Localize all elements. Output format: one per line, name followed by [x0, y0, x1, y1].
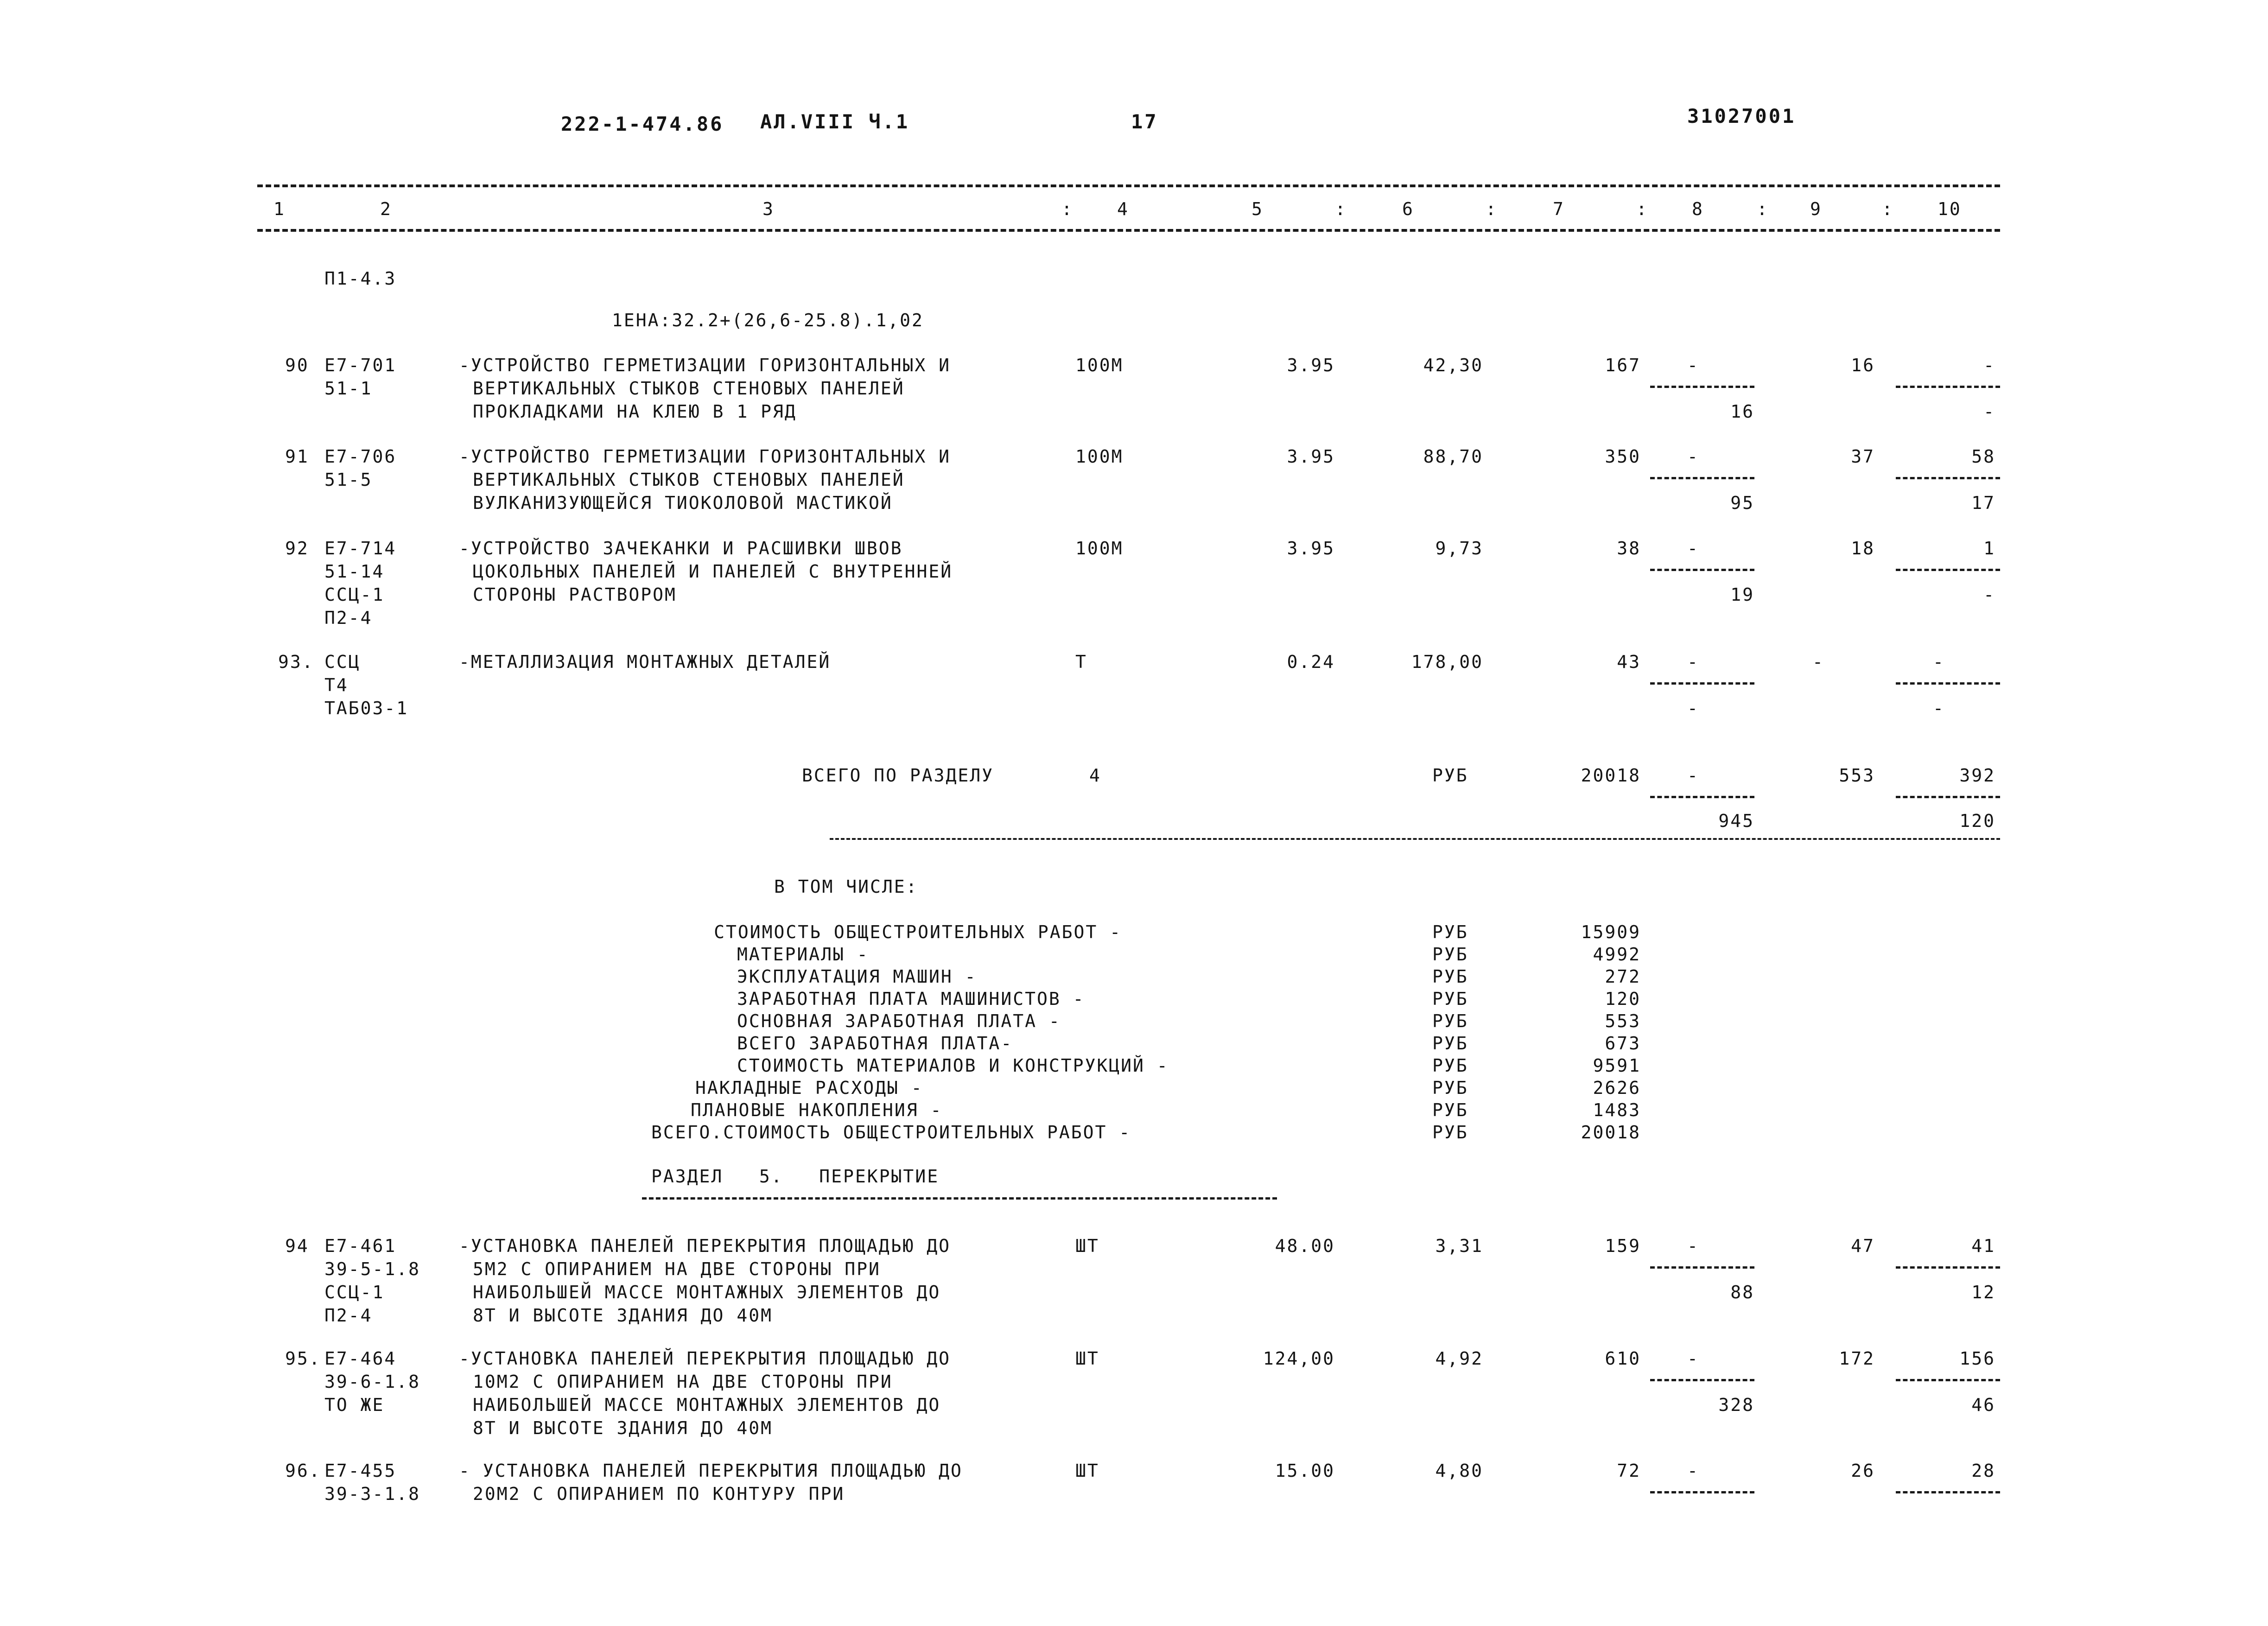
- header-bottom-rule: [257, 229, 2000, 232]
- col-separators: :: [1061, 199, 1074, 219]
- col-5: 5: [1252, 199, 1264, 219]
- item-col10-bottom: -: [1933, 698, 1945, 718]
- item-col8-underline: [1650, 682, 1754, 685]
- col-6: 6: [1402, 199, 1414, 219]
- section-total-col8-bottom: 945: [1718, 811, 1754, 831]
- item-description: - УСТАНОВКА ПАНЕЛЕЙ ПЕРЕКРЫТИЯ ПЛОЩАДЬЮ ДО: [459, 1461, 963, 1481]
- price-formula: 1ЕНА:32.2+(26,6-25.8).1,02: [612, 310, 924, 330]
- section-total-col10-bottom: 120: [1959, 811, 1995, 831]
- item-total: 38: [1617, 538, 1641, 559]
- item-quantity: 3.95: [1287, 355, 1335, 375]
- item-col10-underline: [1896, 1491, 2000, 1493]
- section-total-number: 4: [1089, 765, 1101, 786]
- item-col9: 37: [1851, 446, 1875, 467]
- item-col9: 18: [1851, 538, 1875, 559]
- breakdown-unit: РУБ: [1432, 1078, 1468, 1098]
- item-col10-top: 1: [1983, 538, 1995, 559]
- item-code: Е7-464: [324, 1348, 397, 1369]
- item-number: 91: [285, 446, 309, 467]
- item-description: -МЕТАЛЛИЗАЦИЯ МОНТАЖНЫХ ДЕТАЛЕЙ: [459, 652, 831, 672]
- item-col8-bottom: -: [1687, 698, 1699, 718]
- section-total-col10-top: 392: [1959, 765, 1995, 786]
- item-col10-bottom: -: [1983, 584, 1995, 605]
- item-description: 10М2 С ОПИРАНИЕМ НА ДВЕ СТОРОНЫ ПРИ: [473, 1372, 893, 1392]
- item-description: ВЕРТИКАЛЬНЫХ СТЫКОВ СТЕНОВЫХ ПАНЕЛЕЙ: [473, 470, 905, 490]
- section-total-rule: [830, 838, 2000, 840]
- item-unit: Т: [1075, 652, 1087, 672]
- breakdown-value: 1483: [1593, 1100, 1641, 1120]
- item-code: Е7-455: [324, 1461, 397, 1481]
- item-col8-underline: [1650, 1491, 1754, 1493]
- breakdown-unit: РУБ: [1432, 1122, 1468, 1143]
- item-total: 350: [1605, 446, 1641, 467]
- col-separators: :: [1882, 199, 1894, 219]
- breakdown-value: 20018: [1581, 1122, 1641, 1143]
- item-col9: 16: [1851, 355, 1875, 375]
- breakdown-label: ПЛАНОВЫЕ НАКОПЛЕНИЯ -: [691, 1100, 943, 1120]
- item-code: ССЦ-1: [324, 584, 385, 605]
- item-col8-underline: [1650, 1266, 1754, 1269]
- col-4: 4: [1117, 199, 1129, 219]
- item-code: Е7-714: [324, 538, 397, 559]
- item-code: 39-3-1.8: [324, 1484, 421, 1504]
- section-ref: П1-4.3: [324, 268, 397, 289]
- item-description: 20М2 С ОПИРАНИЕМ ПО КОНТУРУ ПРИ: [473, 1484, 845, 1504]
- item-code: Е7-461: [324, 1236, 397, 1256]
- section-total-col8-top: -: [1687, 765, 1699, 786]
- item-col9: 26: [1851, 1461, 1875, 1481]
- col-8: 8: [1692, 199, 1704, 219]
- item-unit-price: 3,31: [1435, 1236, 1483, 1256]
- item-col9: 47: [1851, 1236, 1875, 1256]
- col-10: 10: [1938, 199, 1962, 219]
- item-col8-top: -: [1687, 538, 1699, 559]
- item-unit: ШТ: [1075, 1461, 1099, 1481]
- item-col10-top: 28: [1971, 1461, 1995, 1481]
- breakdown-label: ЭКСПЛУАТАЦИЯ МАШИН -: [737, 966, 977, 987]
- item-code: 39-5-1.8: [324, 1259, 421, 1279]
- doc-code: 31027001: [1687, 105, 1796, 127]
- item-code: 51-5: [324, 470, 373, 490]
- col-1: 1: [273, 199, 286, 219]
- section-total-label: ВСЕГО ПО РАЗДЕЛУ: [802, 765, 994, 786]
- item-quantity: 15.00: [1275, 1461, 1335, 1481]
- item-quantity: 0.24: [1287, 652, 1335, 672]
- item-col8-top: -: [1687, 1236, 1699, 1256]
- item-col8-bottom: 16: [1730, 401, 1754, 422]
- item-code: 51-1: [324, 378, 373, 399]
- item-description: -УСТРОЙСТВО ГЕРМЕТИЗАЦИИ ГОРИЗОНТАЛЬНЫХ И: [459, 446, 951, 467]
- item-total: 43: [1617, 652, 1641, 672]
- item-unit-price: 4,80: [1435, 1461, 1483, 1481]
- item-number: 94: [285, 1236, 309, 1256]
- breakdown-value: 2626: [1593, 1078, 1641, 1098]
- item-quantity: 48.00: [1275, 1236, 1335, 1256]
- breakdown-value: 272: [1605, 966, 1641, 987]
- breakdown-label: СТОИМОСТЬ МАТЕРИАЛОВ И КОНСТРУКЦИЙ -: [737, 1055, 1169, 1076]
- item-unit-price: 9,73: [1435, 538, 1483, 559]
- item-col8-top: -: [1687, 1348, 1699, 1369]
- item-col8-underline: [1650, 477, 1754, 479]
- col-separators: :: [1335, 199, 1347, 219]
- item-unit-price: 4,92: [1435, 1348, 1483, 1369]
- album-ref: АЛ.VIII Ч.1: [760, 110, 910, 133]
- breakdown-label: ОСНОВНАЯ ЗАРАБОТНАЯ ПЛАТА -: [737, 1011, 1061, 1031]
- item-col8-bottom: 88: [1730, 1282, 1754, 1302]
- item-total: 610: [1605, 1348, 1641, 1369]
- item-number: 96.: [285, 1461, 321, 1481]
- breakdown-value: 553: [1605, 1011, 1641, 1031]
- item-col10-top: -: [1983, 355, 1995, 375]
- item-code: П2-4: [324, 1305, 373, 1326]
- item-code: 51-14: [324, 561, 385, 582]
- breakdown-value: 673: [1605, 1033, 1641, 1054]
- breakdown-unit: РУБ: [1432, 1011, 1468, 1031]
- section-total-col8-underline: [1650, 796, 1754, 798]
- section-title: РАЗДЕЛ 5. ПЕРЕКРЫТИЕ: [651, 1166, 940, 1187]
- item-unit: ШТ: [1075, 1236, 1099, 1256]
- item-quantity: 124,00: [1263, 1348, 1335, 1369]
- item-unit: 100М: [1075, 446, 1124, 467]
- breakdown-heading: В ТОМ ЧИСЛЕ:: [774, 877, 918, 897]
- col-separators: :: [1486, 199, 1498, 219]
- top-rule: [257, 184, 2000, 187]
- breakdown-label: МАТЕРИАЛЫ -: [737, 944, 869, 965]
- item-col8-bottom: 328: [1718, 1395, 1754, 1415]
- item-unit-price: 88,70: [1423, 446, 1483, 467]
- col-3: 3: [762, 199, 775, 219]
- item-description: ВЕРТИКАЛЬНЫХ СТЫКОВ СТЕНОВЫХ ПАНЕЛЕЙ: [473, 378, 905, 399]
- item-col10-bottom: -: [1983, 401, 1995, 422]
- item-col10-underline: [1896, 1379, 2000, 1381]
- item-col8-top: -: [1687, 355, 1699, 375]
- breakdown-label: ВСЕГО.СТОИМОСТЬ ОБЩЕСТРОИТЕЛЬНЫХ РАБОТ -: [651, 1122, 1131, 1143]
- item-col8-top: -: [1687, 1461, 1699, 1481]
- col-separators: :: [1636, 199, 1648, 219]
- item-col10-underline: [1896, 386, 2000, 388]
- item-description: СТОРОНЫ РАСТВОРОМ: [473, 584, 677, 605]
- item-col10-top: -: [1933, 652, 1945, 672]
- item-col8-underline: [1650, 569, 1754, 571]
- item-col10-underline: [1896, 477, 2000, 479]
- item-code: 39-6-1.8: [324, 1372, 421, 1392]
- item-col10-top: 41: [1971, 1236, 1995, 1256]
- item-col8-bottom: 19: [1730, 584, 1754, 605]
- breakdown-unit: РУБ: [1432, 966, 1468, 987]
- item-unit: 100М: [1075, 538, 1124, 559]
- item-unit: ШТ: [1075, 1348, 1099, 1369]
- item-col10-underline: [1896, 1266, 2000, 1269]
- item-description: НАИБОЛЬШЕЙ МАССЕ МОНТАЖНЫХ ЭЛЕМЕНТОВ ДО: [473, 1395, 941, 1415]
- breakdown-label: ЗАРАБОТНАЯ ПЛАТА МАШИНИСТОВ -: [737, 989, 1085, 1009]
- item-total: 167: [1605, 355, 1641, 375]
- item-description: 8Т И ВЫСОТЕ ЗДАНИЯ ДО 40М: [473, 1305, 773, 1326]
- item-col8-bottom: 95: [1730, 493, 1754, 513]
- breakdown-value: 15909: [1581, 922, 1641, 942]
- item-description: -УСТАНОВКА ПАНЕЛЕЙ ПЕРЕКРЫТИЯ ПЛОЩАДЬЮ ДО: [459, 1236, 951, 1256]
- breakdown-unit: РУБ: [1432, 922, 1468, 942]
- section-total-value: 20018: [1581, 765, 1641, 786]
- breakdown-label: ВСЕГО ЗАРАБОТНАЯ ПЛАТА-: [737, 1033, 1013, 1054]
- item-number: 93.: [278, 652, 314, 672]
- breakdown-unit: РУБ: [1432, 1100, 1468, 1120]
- section-total-col9: 553: [1839, 765, 1875, 786]
- item-number: 92: [285, 538, 309, 559]
- item-col10-top: 58: [1971, 446, 1995, 467]
- item-col8-underline: [1650, 1379, 1754, 1381]
- item-description: 8Т И ВЫСОТЕ ЗДАНИЯ ДО 40М: [473, 1418, 773, 1438]
- item-col10-underline: [1896, 682, 2000, 685]
- item-unit-price: 42,30: [1423, 355, 1483, 375]
- item-col10-bottom: 17: [1971, 493, 1995, 513]
- item-col9: 172: [1839, 1348, 1875, 1369]
- section-total-col10-underline: [1896, 796, 2000, 798]
- page-number: 17: [1131, 110, 1158, 133]
- item-total: 159: [1605, 1236, 1641, 1256]
- item-code: ССЦ-1: [324, 1282, 385, 1302]
- item-col9: -: [1812, 652, 1824, 672]
- item-description: 5М2 С ОПИРАНИЕМ НА ДВЕ СТОРОНЫ ПРИ: [473, 1259, 881, 1279]
- item-total: 72: [1617, 1461, 1641, 1481]
- breakdown-unit: РУБ: [1432, 1033, 1468, 1054]
- item-code: Е7-706: [324, 446, 397, 467]
- section-title-underline: [642, 1197, 1277, 1200]
- item-col10-bottom: 46: [1971, 1395, 1995, 1415]
- item-description: ПРОКЛАДКАМИ НА КЛЕЮ В 1 РЯД: [473, 401, 797, 422]
- item-unit: 100М: [1075, 355, 1124, 375]
- item-number: 95.: [285, 1348, 321, 1369]
- doc-number: 222-1-474.86: [561, 113, 724, 135]
- breakdown-value: 120: [1605, 989, 1641, 1009]
- breakdown-unit: РУБ: [1432, 944, 1468, 965]
- item-quantity: 3.95: [1287, 538, 1335, 559]
- item-description: ЦОКОЛЬНЫХ ПАНЕЛЕЙ И ПАНЕЛЕЙ С ВНУТРЕННЕЙ: [473, 561, 953, 582]
- section-total-unit: РУБ: [1432, 765, 1468, 786]
- item-col10-bottom: 12: [1971, 1282, 1995, 1302]
- breakdown-value: 9591: [1593, 1055, 1641, 1076]
- item-description: -УСТАНОВКА ПАНЕЛЕЙ ПЕРЕКРЫТИЯ ПЛОЩАДЬЮ ДО: [459, 1348, 951, 1369]
- breakdown-unit: РУБ: [1432, 989, 1468, 1009]
- item-code: Т4: [324, 675, 349, 695]
- item-col8-underline: [1650, 386, 1754, 388]
- item-code: Е7-701: [324, 355, 397, 375]
- item-quantity: 3.95: [1287, 446, 1335, 467]
- col-2: 2: [380, 199, 392, 219]
- item-description: НАИБОЛЬШЕЙ МАССЕ МОНТАЖНЫХ ЭЛЕМЕНТОВ ДО: [473, 1282, 941, 1302]
- breakdown-value: 4992: [1593, 944, 1641, 965]
- col-9: 9: [1810, 199, 1822, 219]
- col-separators: :: [1757, 199, 1769, 219]
- item-code: ТО ЖЕ: [324, 1395, 385, 1415]
- item-number: 90: [285, 355, 309, 375]
- item-code: ССЦ: [324, 652, 361, 672]
- item-description: -УСТРОЙСТВО ЗАЧЕКАНКИ И РАСШИВКИ ШВОВ: [459, 538, 903, 559]
- breakdown-label: НАКЛАДНЫЕ РАСХОДЫ -: [695, 1078, 923, 1098]
- item-description: -УСТРОЙСТВО ГЕРМЕТИЗАЦИИ ГОРИЗОНТАЛЬНЫХ И: [459, 355, 951, 375]
- breakdown-label: СТОИМОСТЬ ОБЩЕСТРОИТЕЛЬНЫХ РАБОТ -: [714, 922, 1122, 942]
- item-code: ТАБ03-1: [324, 698, 409, 718]
- item-col8-top: -: [1687, 446, 1699, 467]
- item-unit-price: 178,00: [1411, 652, 1483, 672]
- item-code: П2-4: [324, 608, 373, 628]
- item-col10-top: 156: [1959, 1348, 1995, 1369]
- item-col10-underline: [1896, 569, 2000, 571]
- item-description: ВУЛКАНИЗУЮЩЕЙСЯ ТИОКОЛОВОЙ МАСТИКОЙ: [473, 493, 893, 513]
- item-col8-top: -: [1687, 652, 1699, 672]
- breakdown-unit: РУБ: [1432, 1055, 1468, 1076]
- col-7: 7: [1553, 199, 1565, 219]
